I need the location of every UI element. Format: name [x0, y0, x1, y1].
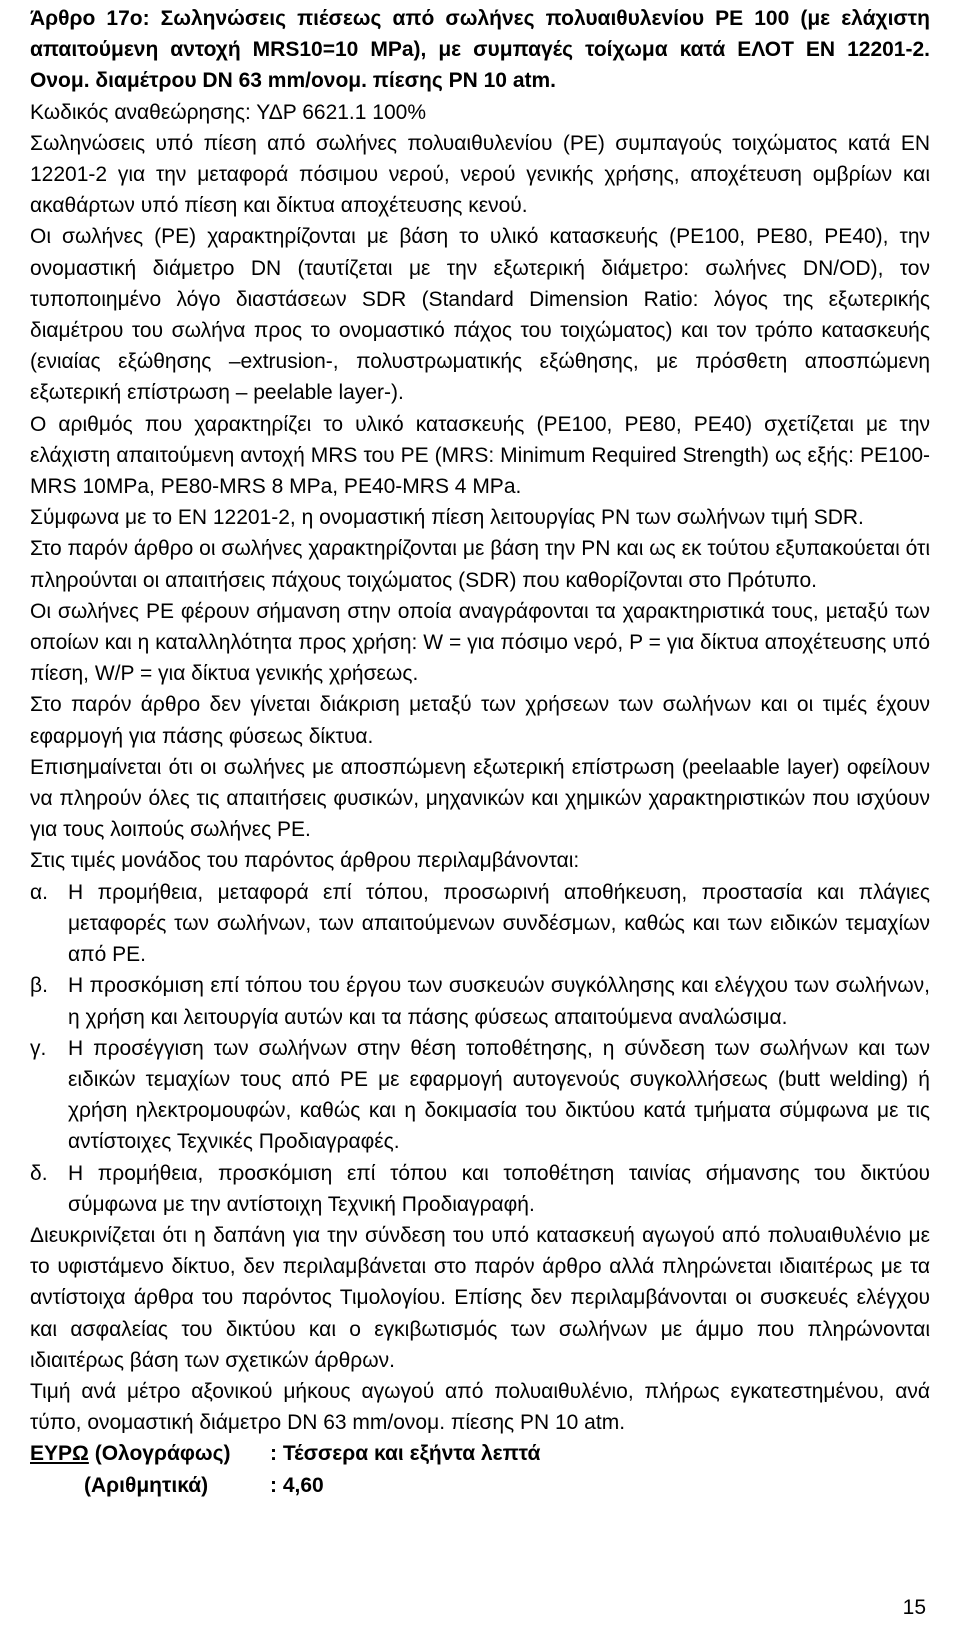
list-item-text: Η προσέγγιση των σωλήνων στην θέση τοποθέτησης, η σύνδεση των σωλήνων και των ειδικών τεμαχίων τους από PE με εφαρμογή αυτογενούς συγκολλήσεως (butt welding) ή χρήση ηλεκτρομουφών, καθώς και η δοκιμασία του δικτύου κατά τμήματα σύμφωνα με τις αντίστοιχες Τεχνικές Προδιαγραφές. [68, 1036, 930, 1154]
list-item-text: Η προμήθεια, μεταφορά επί τόπου, προσωρινή αποθήκευση, προστασία και πλάγιες μεταφορές των σωλήνων, των απαιτούμενων συνδέσμων, καθώς και των ειδικών τεμαχίων από PE. [68, 880, 930, 967]
paragraph-included-intro: Στις τιμές μονάδος του παρόντος άρθρου περιλαμβάνονται: [30, 849, 580, 873]
list-marker: δ. [30, 1161, 48, 1185]
list-item [30, 970, 930, 1032]
list-item [30, 877, 930, 971]
paragraph-scope: Σωληνώσεις υπό πίεση από σωλήνες πολυαιθυλενίου (PE) συμπαγούς τοιχώματος κατά ΕΝ 12201-2 για την μεταφορά πόσιμου νερού, νερού γενικής χρήσης, αποχέτευση ομβρίων και ακαθάρτων υπό πίεση και δίκτυα αποχέτευσης κενού. [30, 131, 930, 218]
list-item [30, 1033, 930, 1158]
page-number: 15 [902, 1596, 926, 1619]
list-item [30, 1158, 930, 1220]
included-items-list [30, 877, 930, 1220]
paragraph-marking: Οι σωλήνες PE φέρουν σήμανση στην οποία αναγράφονται τα χαρακτηριστικά τους, μεταξύ των οποίων και η καταλληλότητα προς χρήση: W = για πόσιμο νερό, P = για δίκτυα αποχέτευσης υπό πίεση, W/P = για δίκτυα γενικής χρήσεως. [30, 599, 930, 686]
paragraph-peelable-layer: Επισημαίνεται ότι οι σωλήνες με αποσπώμενη εξωτερική επίστρωση (peelaable layer) οφείλουν να πληρούν όλες τις απαιτήσεις φυσικών, μηχανικών και χημικών χαρακτηριστικών που ισχύουν για τους λοιπούς σωλήνες PE. [30, 755, 930, 842]
article-body [30, 128, 930, 877]
paragraph-no-distinction: Στο παρόν άρθρο δεν γίνεται διάκριση μεταξύ των χρήσεων των σωλήνων και οι τιμές έχουν εφαρμογή για πάσης φύσεως δίκτυα. [30, 693, 930, 748]
revision-code: Κωδικός αναθεώρησης: ΥΔΡ 6621.1 100% [30, 100, 426, 124]
words-label: (Ολογράφως) [94, 1442, 231, 1466]
price-numeric-value: : 4,60 [270, 1473, 324, 1497]
currency-label: ΕΥΡΩ [30, 1442, 89, 1466]
list-marker: γ. [30, 1036, 47, 1060]
paragraph-classification: Οι σωλήνες (PE) χαρακτηρίζονται με βάση το υλικό κατασκευής (PE100, PE80, PE40), την ονομαστική διάμετρο DN (ταυτίζεται με την εξωτερική διάμετρο: σωλήνες DN/OD), τον τυποποιημένο λόγο διαστάσεων SDR (Standard Dimension Ratio: λόγος της εξωτερικής διαμέτρου του σωλήνα προς το ονομαστικό πάχος του τοιχώματος) και τον τρόπο κατασκευής (ενιαίας εξώθησης –extrusion-, πολυστρωματικής εξώθησης, με πρόσθετη αποσπώμενη εξωτερική επίστρωση – peelable layer-). [30, 225, 930, 405]
price-words-row [30, 1438, 930, 1469]
paragraph-material-strength: Ο αριθμός που χαρακτηρίζει το υλικό κατασκευής (PE100, PE80, PE40) σχετίζεται με την ελάχιστη απαιτούμενη αντοχή MRS του PE (MRS: Minimum Required Strength) ως εξής: PE100-MRS 10MPa, PE80-MRS 8 MPa, PE40-MRS 4 MPa. [30, 412, 930, 499]
paragraph-exclusions: Διευκρινίζεται ότι η δαπάνη για την σύνδεση του υπό κατασκευή αγωγού από πολυαιθυλένιο με το υφιστάμενο δίκτυο, δεν περιλαμβάνεται στο παρόν άρθρο αλλά πληρώνεται ιδιαιτέρως με τα αντίστοιχα άρθρα του παρόντος Τιμολογίου. Επίσης δεν περιλαμβάνονται οι συσκευές ελέγχου και ασφαλείας του δικτύου και ο εγκιβωτισμός των σωλήνων με άμμο που πληρώνονται ιδιαιτέρως βάση των σχετικών άρθρων. [30, 1223, 930, 1372]
paragraph-pn-characterization: Στο παρόν άρθρο οι σωλήνες χαρακτηρίζονται με βάση την PN και ως εκ τούτου εξυπακούεται ότι πληρούνται οι απαιτήσεις πάχους τοιχώματος (SDR) που καθορίζονται στο Πρότυπο. [30, 537, 930, 592]
list-item-text: Η προσκόμιση επί τόπου του έργου των συσκευών συγκόλλησης και ελέγχου των σωλήνων, η χρήση και λειτουργία αυτών και τα πάσης φύσεως απαιτούμενα αναλώσιμα. [68, 974, 930, 1029]
price-words-label [30, 1438, 270, 1469]
price-words-value: : Τέσσερα και εξήντα λεπτά [270, 1442, 541, 1466]
document-page [30, 3, 930, 1501]
price-block [30, 1438, 930, 1500]
price-numeric-label: (Αριθμητικά) [84, 1473, 209, 1497]
article-title: Άρθρο 17ο: Σωληνώσεις πιέσεως από σωλήνες πολυαιθυλενίου PE 100 (με ελάχιστη απαιτούμενη αντοχή MRS10=10 MPa), με συμπαγές τοίχωμα κατά ΕΛΟΤ ΕΝ 12201-2. Ονομ. διαμέτρου DN 63 mm/ονομ. πίεσης PN 10 atm. [30, 7, 930, 93]
paragraph-nominal-pressure: Σύμφωνα με το ΕΝ 12201-2, η ονομαστική πίεση λειτουργίας PN των σωλήνων τιμή SDR. [30, 506, 864, 530]
price-numeric-row [30, 1470, 930, 1501]
paragraph-unit-price-description: Τιμή ανά μέτρο αξονικού μήκους αγωγού από πολυαιθυλένιο, πλήρως εγκατεστημένου, ανά τύπο, ονομαστική διάμετρο DN 63 mm/ονομ. πίεσης PN 10 atm. [30, 1379, 930, 1435]
list-marker: β. [30, 974, 48, 998]
list-item-text: Η προμήθεια, προσκόμιση επί τόπου και τοποθέτηση ταινίας σήμανσης του δικτύου σύμφωνα με την αντίστοιχη Τεχνική Προδιαγραφή. [68, 1161, 930, 1216]
list-marker: α. [30, 880, 48, 904]
